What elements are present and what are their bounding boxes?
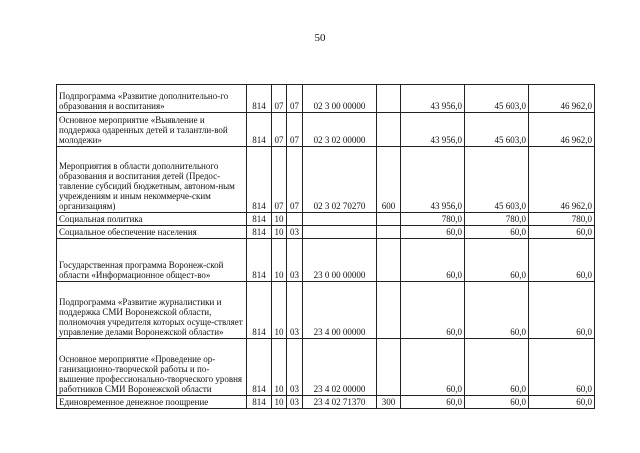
row-amount-year-2: 60,0 <box>465 339 529 396</box>
row-target-article <box>303 213 377 226</box>
row-section: 07 <box>272 147 287 213</box>
table-row <box>57 282 595 339</box>
row-subsection: 03 <box>287 282 303 339</box>
row-target-article: 23 4 02 71370 <box>303 396 377 409</box>
row-subsection: 07 <box>287 147 303 213</box>
row-section: 10 <box>272 226 287 239</box>
row-target-article: 02 3 00 00000 <box>303 85 377 113</box>
budget-table <box>56 84 595 409</box>
table-row <box>57 339 595 396</box>
row-grbs: 814 <box>247 339 272 396</box>
row-amount-year-3: 60,0 <box>529 282 595 339</box>
row-subsection: 03 <box>287 226 303 239</box>
row-amount-year-1: 43 956,0 <box>401 113 465 147</box>
row-amount-year-2: 45 603,0 <box>465 113 529 147</box>
row-grbs: 814 <box>247 213 272 226</box>
row-expense-type <box>377 282 401 339</box>
row-section: 10 <box>272 282 287 339</box>
row-amount-year-3: 46 962,0 <box>529 113 595 147</box>
row-subsection: 03 <box>287 239 303 282</box>
row-name: Государственная программа Воронеж-ской области «Информационное общест-во» <box>57 239 247 282</box>
row-expense-type <box>377 113 401 147</box>
table-row <box>57 85 595 113</box>
row-grbs: 814 <box>247 239 272 282</box>
row-amount-year-1: 60,0 <box>401 226 465 239</box>
row-name: Единовременное денежное поощрение <box>57 396 247 409</box>
row-name: Подпрограмма «Развитие дополнительно-го образования и воспитания» <box>57 85 247 113</box>
page-number: 50 <box>314 32 326 44</box>
row-grbs: 814 <box>247 85 272 113</box>
table-row <box>57 213 595 226</box>
row-target-article: 23 4 00 00000 <box>303 282 377 339</box>
row-section: 10 <box>272 339 287 396</box>
row-expense-type <box>377 239 401 282</box>
table-row <box>57 113 595 147</box>
row-subsection: 07 <box>287 113 303 147</box>
row-grbs: 814 <box>247 147 272 213</box>
row-amount-year-1: 60,0 <box>401 396 465 409</box>
table-row <box>57 239 595 282</box>
row-name: Мероприятия в области дополнительного образования и воспитания детей (Предос-тавление субсидий бюджетным, автоном-ным учреждениям и иным некоммерче-ским организациям) <box>57 147 247 213</box>
row-amount-year-1: 780,0 <box>401 213 465 226</box>
row-section: 10 <box>272 213 287 226</box>
row-name: Основное мероприятие «Проведение ор-ганизационно-творческой работы и по-вышение профессионально-творческого уровня работников СМИ Воронежской области <box>57 339 247 396</box>
row-subsection: 03 <box>287 396 303 409</box>
row-subsection: 07 <box>287 85 303 113</box>
table-row <box>57 147 595 213</box>
row-amount-year-1: 43 956,0 <box>401 147 465 213</box>
row-amount-year-2: 60,0 <box>465 282 529 339</box>
row-expense-type <box>377 213 401 226</box>
row-grbs: 814 <box>247 226 272 239</box>
row-amount-year-3: 780,0 <box>529 213 595 226</box>
table-body <box>57 85 595 409</box>
row-name: Социальная политика <box>57 213 247 226</box>
table-row <box>57 396 595 409</box>
row-grbs: 814 <box>247 282 272 339</box>
row-amount-year-1: 60,0 <box>401 239 465 282</box>
row-grbs: 814 <box>247 113 272 147</box>
row-subsection <box>287 213 303 226</box>
table-row <box>57 226 595 239</box>
row-amount-year-3: 46 962,0 <box>529 85 595 113</box>
row-subsection: 03 <box>287 339 303 396</box>
row-amount-year-1: 43 956,0 <box>401 85 465 113</box>
row-section: 07 <box>272 113 287 147</box>
row-target-article: 02 3 02 70270 <box>303 147 377 213</box>
row-expense-type <box>377 339 401 396</box>
row-target-article: 23 0 00 00000 <box>303 239 377 282</box>
row-expense-type: 300 <box>377 396 401 409</box>
row-target-article: 02 3 02 00000 <box>303 113 377 147</box>
row-amount-year-1: 60,0 <box>401 339 465 396</box>
row-name: Подпрограмма «Развитие журналистики и поддержка СМИ Воронежской области, полномочия учредителя которых осуще-ствляет управление делами Воронежской области» <box>57 282 247 339</box>
row-target-article: 23 4 02 00000 <box>303 339 377 396</box>
row-name: Социальное обеспечение населения <box>57 226 247 239</box>
row-amount-year-1: 60,0 <box>401 282 465 339</box>
row-amount-year-3: 60,0 <box>529 226 595 239</box>
row-amount-year-3: 60,0 <box>529 339 595 396</box>
row-amount-year-2: 45 603,0 <box>465 147 529 213</box>
row-section: 10 <box>272 239 287 282</box>
row-amount-year-2: 60,0 <box>465 226 529 239</box>
row-name: Основное мероприятие «Выявление и поддержка одаренных детей и талантли-вой молодежи» <box>57 113 247 147</box>
row-section: 07 <box>272 85 287 113</box>
row-amount-year-2: 60,0 <box>465 396 529 409</box>
row-amount-year-3: 60,0 <box>529 396 595 409</box>
row-expense-type: 600 <box>377 147 401 213</box>
row-amount-year-3: 46 962,0 <box>529 147 595 213</box>
row-amount-year-2: 780,0 <box>465 213 529 226</box>
row-amount-year-2: 60,0 <box>465 239 529 282</box>
row-expense-type <box>377 226 401 239</box>
row-expense-type <box>377 85 401 113</box>
row-target-article <box>303 226 377 239</box>
row-section: 10 <box>272 396 287 409</box>
row-amount-year-3: 60,0 <box>529 239 595 282</box>
row-amount-year-2: 45 603,0 <box>465 85 529 113</box>
row-grbs: 814 <box>247 396 272 409</box>
